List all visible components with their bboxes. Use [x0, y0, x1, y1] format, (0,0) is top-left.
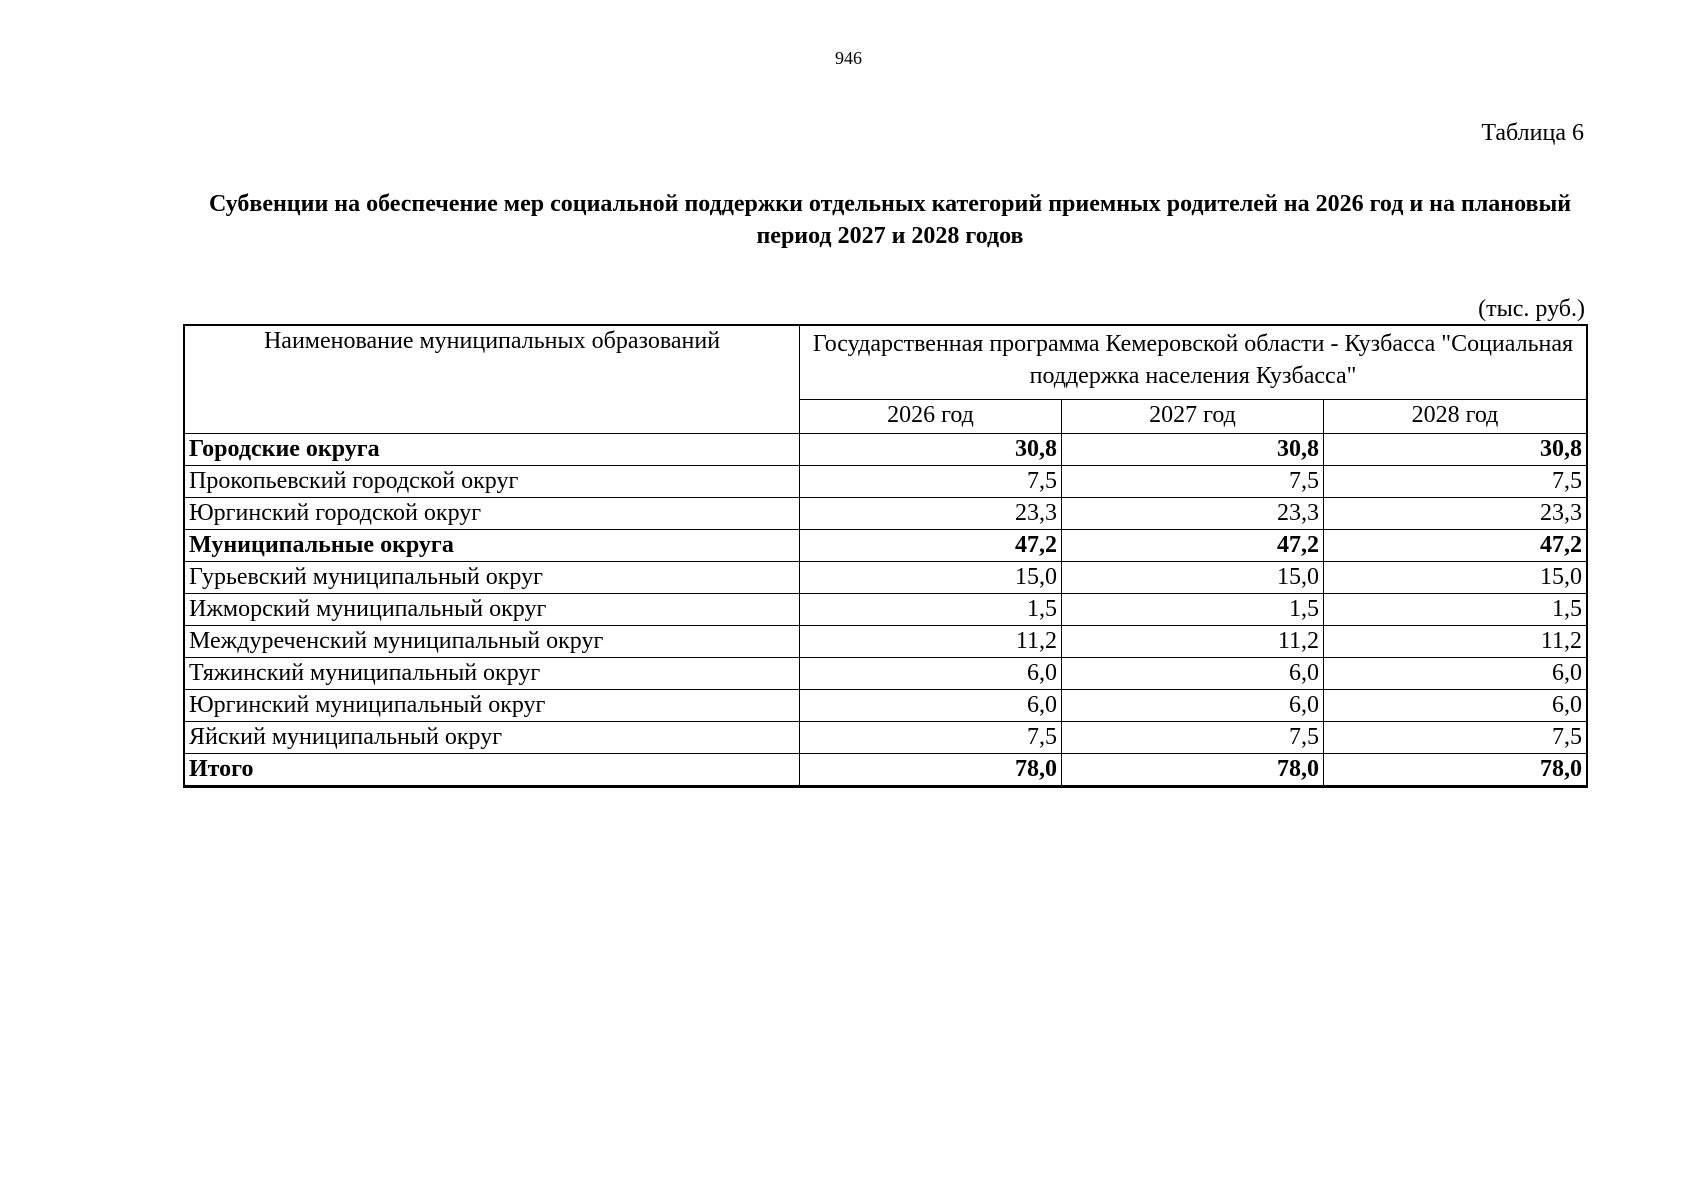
header-year-2028: 2028 год — [1324, 400, 1587, 434]
table-row — [185, 498, 1587, 530]
table-body — [185, 434, 1587, 787]
subvention-table — [184, 325, 1587, 787]
value-2028: 30,8 — [1324, 434, 1587, 466]
table-row — [185, 530, 1587, 562]
row-name: Ижморский муниципальный округ — [185, 594, 800, 626]
value-2027: 15,0 — [1062, 562, 1324, 594]
value-2027: 78,0 — [1062, 754, 1324, 787]
value-2026: 78,0 — [800, 754, 1062, 787]
table-row — [185, 626, 1587, 658]
row-name: Тяжинский муниципальный округ — [185, 658, 800, 690]
row-name: Яйский муниципальный округ — [185, 722, 800, 754]
value-2028: 78,0 — [1324, 754, 1587, 787]
value-2028: 7,5 — [1324, 466, 1587, 498]
row-name: Юргинский городской округ — [185, 498, 800, 530]
units-label: (тыс. руб.) — [1478, 296, 1585, 322]
value-2028: 6,0 — [1324, 690, 1587, 722]
value-2027: 6,0 — [1062, 658, 1324, 690]
value-2027: 7,5 — [1062, 466, 1324, 498]
value-2026: 1,5 — [800, 594, 1062, 626]
value-2027: 23,3 — [1062, 498, 1324, 530]
value-2027: 47,2 — [1062, 530, 1324, 562]
value-2027: 7,5 — [1062, 722, 1324, 754]
value-2026: 15,0 — [800, 562, 1062, 594]
header-municipality-name: Наименование муниципальных образований — [185, 326, 800, 434]
table-row — [185, 434, 1587, 466]
table-row — [185, 658, 1587, 690]
header-year-2026: 2026 год — [800, 400, 1062, 434]
table-row — [185, 466, 1587, 498]
value-2026: 6,0 — [800, 658, 1062, 690]
value-2026: 30,8 — [800, 434, 1062, 466]
document-title: Субвенции на обеспечение мер социальной поддержки отдельных категорий приемных родителей на 2026 год и на плановый период 2027 и 2028 годов — [208, 191, 1572, 249]
table-row-total — [185, 754, 1587, 787]
row-name: Гурьевский муниципальный округ — [185, 562, 800, 594]
value-2028: 6,0 — [1324, 658, 1587, 690]
table-row — [185, 690, 1587, 722]
value-2027: 30,8 — [1062, 434, 1324, 466]
row-name: Муниципальные округа — [185, 530, 800, 562]
value-2027: 11,2 — [1062, 626, 1324, 658]
table-label: Таблица 6 — [1481, 120, 1584, 146]
header-program: Государственная программа Кемеровской области - Кузбасса "Социальная поддержка населения Кузбасса" — [800, 326, 1587, 400]
row-name: Прокопьевский городской округ — [185, 466, 800, 498]
header-year-2027: 2027 год — [1062, 400, 1324, 434]
value-2026: 6,0 — [800, 690, 1062, 722]
value-2028: 23,3 — [1324, 498, 1587, 530]
value-2028: 11,2 — [1324, 626, 1587, 658]
page-number: 946 — [835, 48, 862, 68]
table-row — [185, 722, 1587, 754]
value-2028: 7,5 — [1324, 722, 1587, 754]
table-row — [185, 594, 1587, 626]
value-2026: 7,5 — [800, 466, 1062, 498]
value-2027: 1,5 — [1062, 594, 1324, 626]
value-2026: 23,3 — [800, 498, 1062, 530]
row-name: Итого — [185, 754, 800, 787]
value-2026: 11,2 — [800, 626, 1062, 658]
value-2028: 15,0 — [1324, 562, 1587, 594]
value-2028: 1,5 — [1324, 594, 1587, 626]
row-name: Юргинский муниципальный округ — [185, 690, 800, 722]
table-row — [185, 562, 1587, 594]
row-name: Междуреченский муниципальный округ — [185, 626, 800, 658]
value-2028: 47,2 — [1324, 530, 1587, 562]
value-2027: 6,0 — [1062, 690, 1324, 722]
value-2026: 47,2 — [800, 530, 1062, 562]
value-2026: 7,5 — [800, 722, 1062, 754]
row-name: Городские округа — [185, 434, 800, 466]
